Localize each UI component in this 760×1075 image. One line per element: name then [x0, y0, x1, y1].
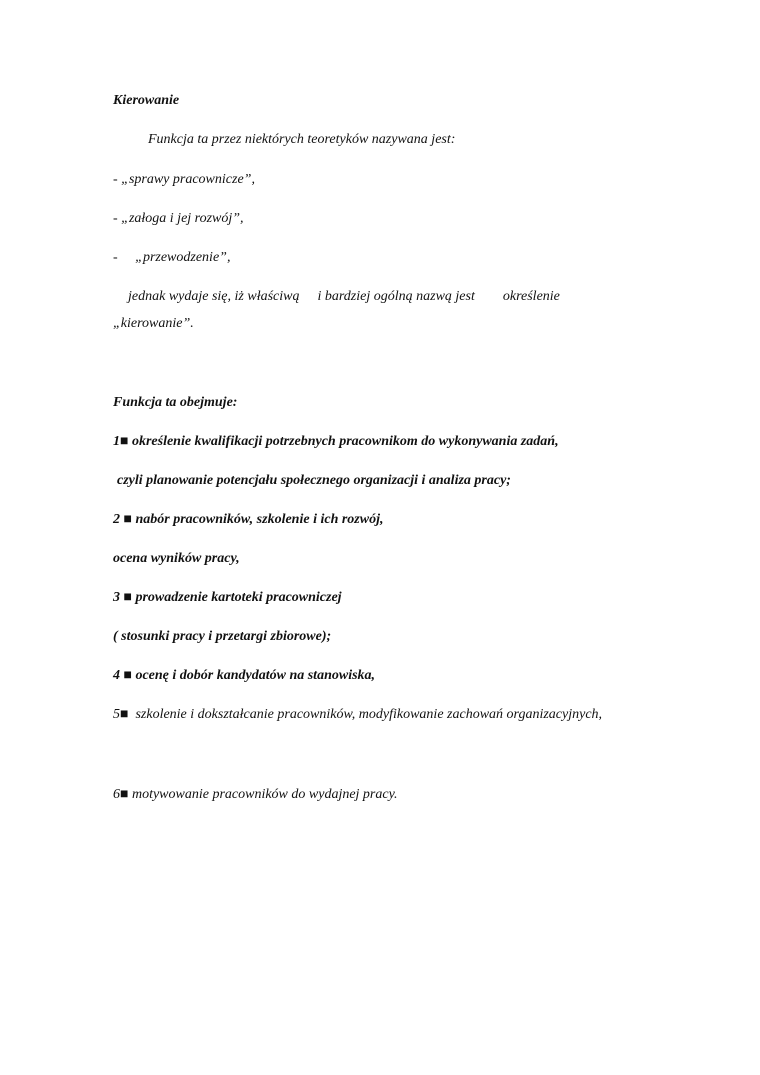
conclusion-line-2: „kierowanie”. — [113, 316, 194, 331]
conclusion-part-2: i bardziej ogólną nazwą jest — [317, 289, 475, 304]
scope-item-2: 2 ■ nabór pracowników, szkolenie i ich rozwój, — [113, 512, 384, 527]
section-heading: Kierowanie — [113, 93, 180, 108]
conclusion-part-3: określenie — [502, 289, 560, 304]
scope-item-3-continued: ( stosunki pracy i przetargi zbiorowe); — [113, 629, 332, 644]
name-item-1: - „sprawy pracownicze”, — [113, 172, 255, 187]
scope-item-4: 4 ■ ocenę i dobór kandydatów na stanowiska, — [113, 668, 376, 683]
name-item-3: - „przewodzenie”, — [113, 250, 231, 265]
scope-item-6: 6■ motywowanie pracowników do wydajnej pracy. — [113, 787, 398, 802]
scope-item-1-continued: czyli planowanie potencjału społecznego organizacji i analiza pracy; — [117, 473, 511, 488]
scope-item-1: 1■ określenie kwalifikacji potrzebnych pracownikom do wykonywania zadań, — [113, 434, 559, 449]
conclusion-line-1 — [128, 288, 560, 306]
name-item-2: - „załoga i jej rozwój”, — [113, 211, 244, 226]
intro-text: Funkcja ta przez niektórych teoretyków nazywana jest: — [148, 132, 456, 147]
scope-item-5: 5■ szkolenie i dokształcanie pracowników, modyfikowanie zachowań organizacyjnych, — [113, 707, 603, 722]
scope-item-2-continued: ocena wyników pracy, — [113, 551, 240, 566]
scope-item-3: 3 ■ prowadzenie kartoteki pracowniczej — [113, 590, 342, 605]
conclusion-part-1: jednak wydaje się, iż właściwą — [128, 289, 300, 304]
scope-heading: Funkcja ta obejmuje: — [113, 395, 238, 410]
